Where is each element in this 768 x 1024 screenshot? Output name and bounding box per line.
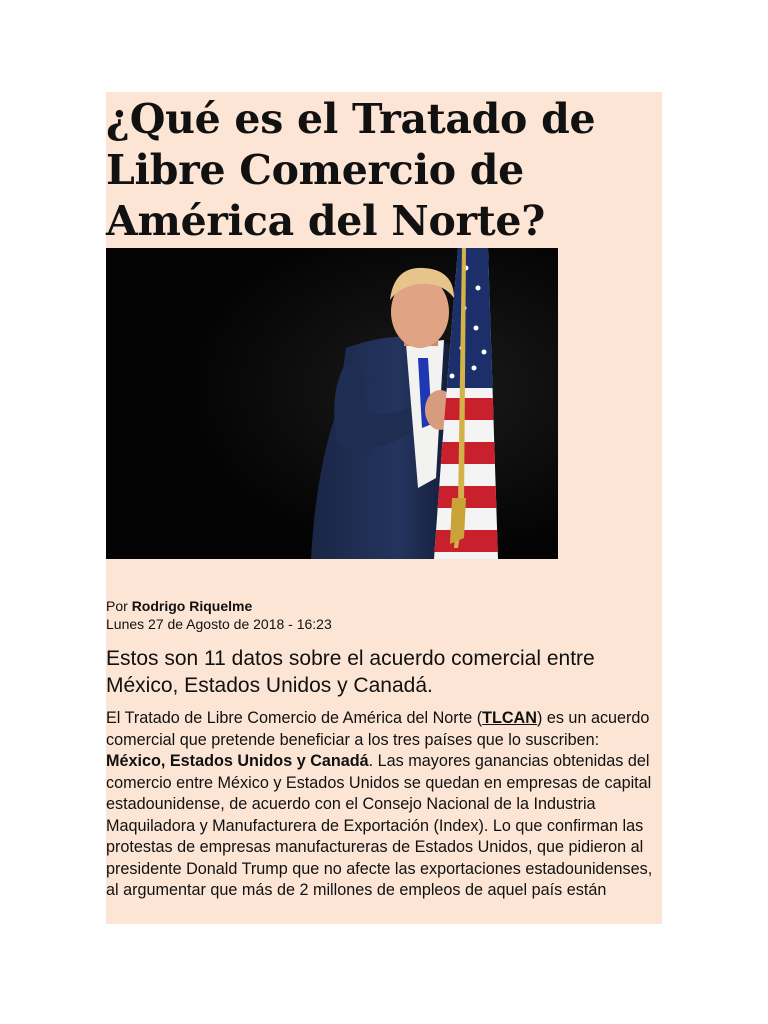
byline (106, 597, 252, 615)
article-title: ¿Qué es el Tratado de Libre Comercio de América del Norte? (106, 95, 596, 245)
article (106, 92, 662, 924)
body-text-part-3: . Las mayores ganancias obtenidas del comercio entre México y Estados Unidos se quedan en empresas de capital estadounidense, de acuerdo con el Consejo Nacional de la Industria Maquiladora y Manufacturera de Exportación (Index). Lo que confirman las protestas de empresas manufactureras de Estados Unidos, que pidieron al presidente Donald Trump que no afecte las exportaciones estadounidenses, al argumentar que más de 2 millones de empleos de aquel país están (106, 752, 653, 899)
author-name[interactable]: Rodrigo Riquelme (131, 598, 253, 614)
tlcan-link[interactable]: TLCAN (482, 709, 537, 727)
body-text-part-1: El Tratado de Libre Comercio de América del Norte ( (106, 709, 483, 727)
article-subtitle: Estos son 11 datos sobre el acuerdo comercial entre México, Estados Unidos y Canadá. (106, 647, 595, 697)
article-photo (106, 248, 558, 559)
countries-emphasis: México, Estados Unidos y Canadá (106, 752, 369, 770)
byline-prefix: Por (106, 598, 132, 614)
article-body (106, 708, 662, 902)
photo-illustration (106, 248, 558, 559)
publish-date: Lunes 27 de Agosto de 2018 - 16:23 (106, 616, 332, 632)
body-text-part-2: ) es un acuerdo comercial que pretende beneficiar a los tres países que lo suscriben: (106, 709, 650, 749)
